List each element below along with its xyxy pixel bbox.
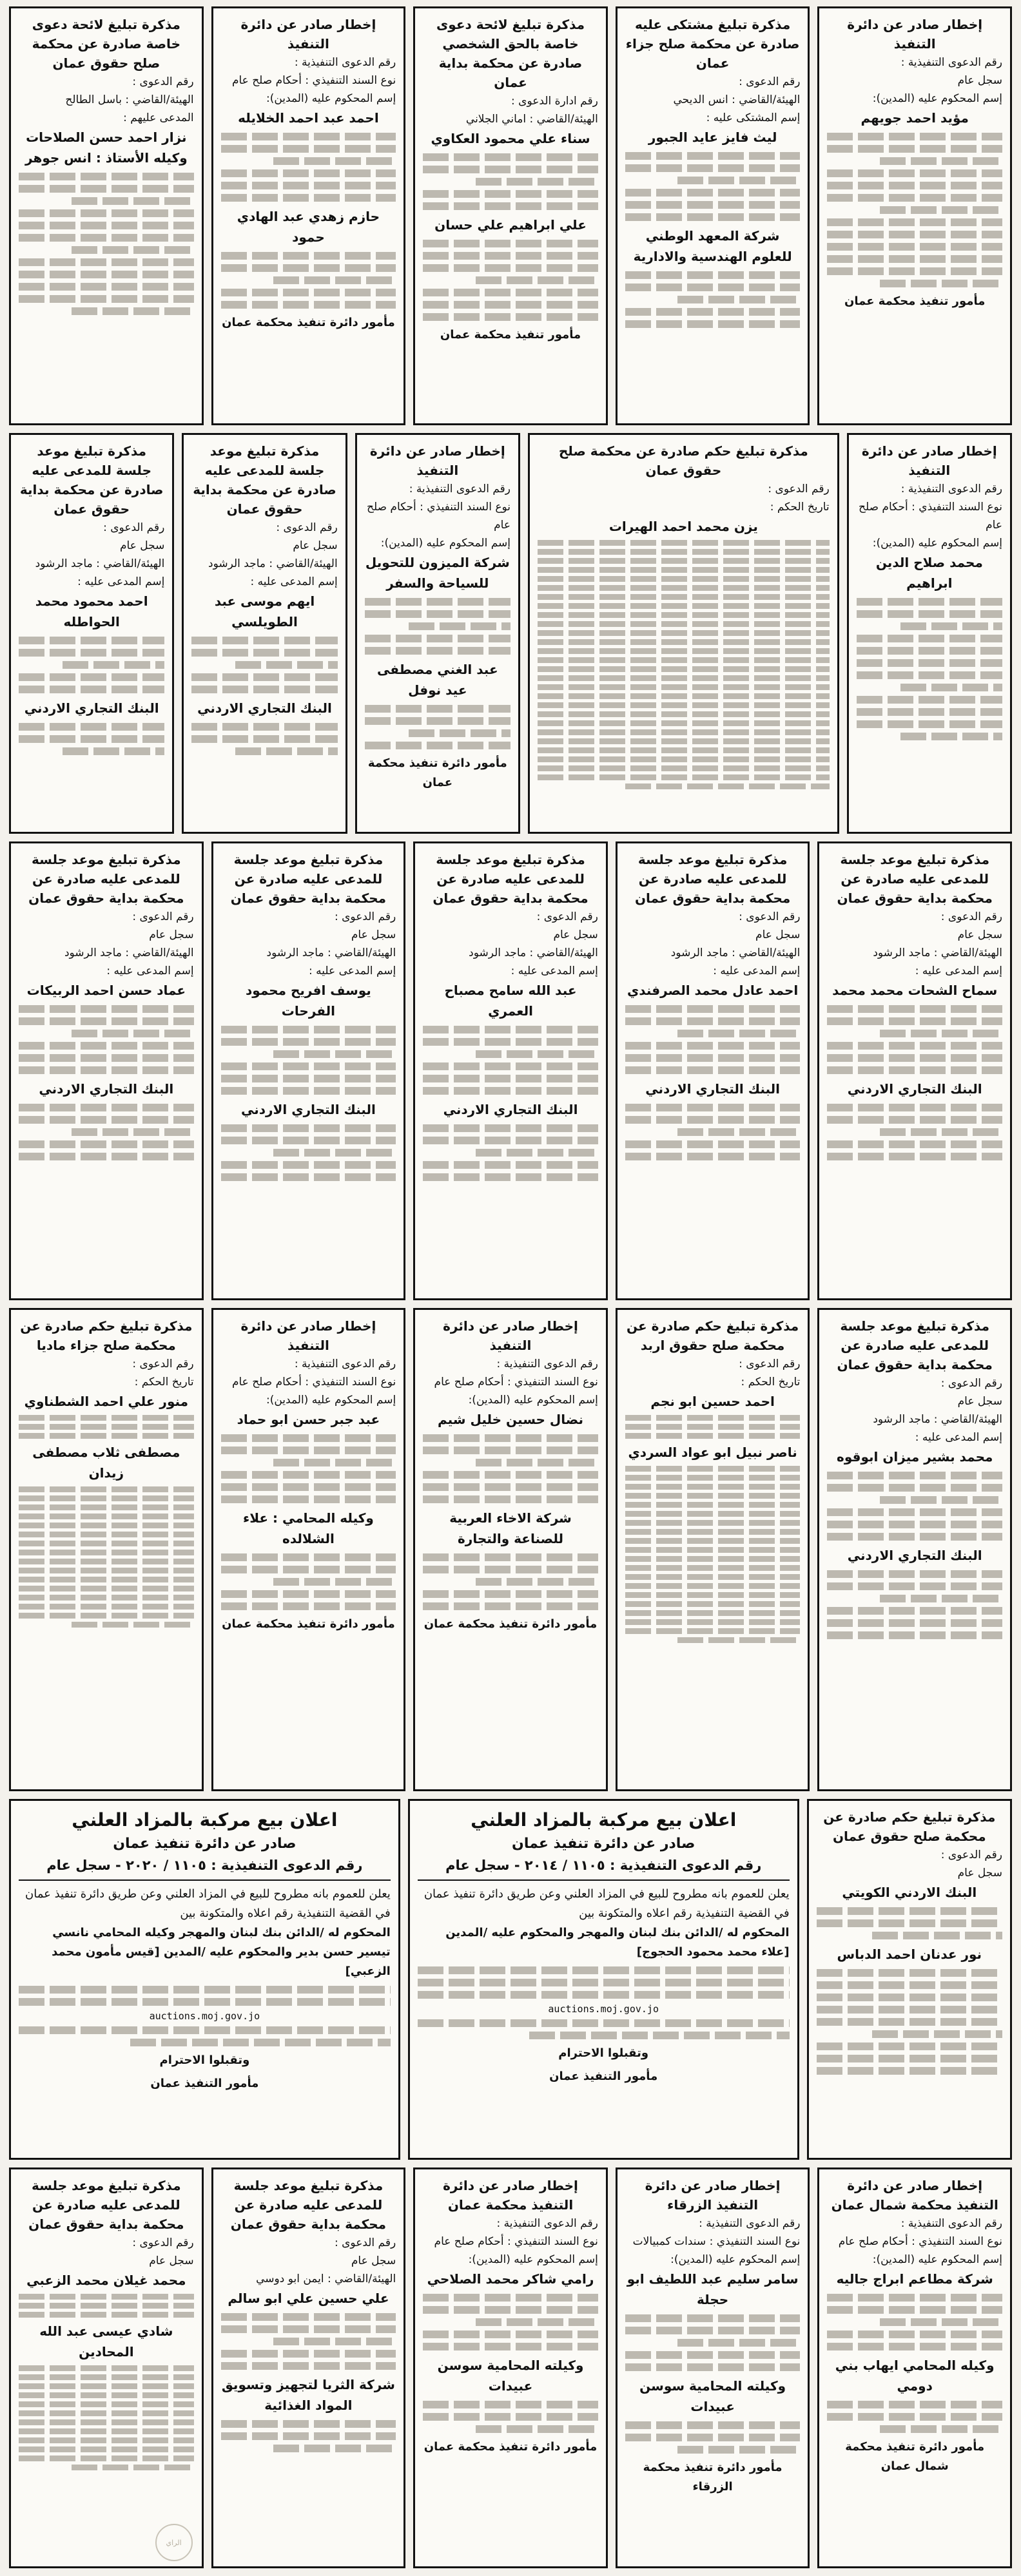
notice-card	[817, 2167, 1012, 2568]
notice-party-name: منور علي احمد الشطناوي	[24, 1394, 189, 1409]
notice-heading: مذكرة تبليغ موعد جلسة للمدعى عليه صادرة عن محكمة بداية حقوق عمان	[230, 2178, 387, 2232]
ad-body: يعلن للعموم بانه مطروح للبيع في المزاد العلني وعن طريق دائرة تنفيذ عمان في القضية التنفيذية رقم اعلاه والمتكونة بين	[423, 1887, 790, 1920]
notice-party-name: محمد بشير ميزان ابوقوه	[837, 1449, 993, 1465]
notice-line: الهيئة/القاضي : ماجد الرشود	[873, 947, 1002, 959]
notice-line: تاريخ الحكم :	[770, 501, 830, 514]
notice-heading: مذكرة تبليغ موعد جلسة للمدعى عليه صادرة عن محكمة بداية حقوق عمان	[193, 443, 336, 517]
notice-card	[528, 433, 839, 834]
notice-heading: مذكرة تبليغ موعد جلسة للمدعى عليه صادرة عن محكمة بداية حقوق عمان	[634, 852, 791, 906]
notice-heading: إخطار صادر عن دائرة التنفيذ	[240, 1318, 376, 1353]
notice-card	[616, 2167, 810, 2568]
notice-line: الهيئة/القاضي : ماجد الرشود	[64, 947, 194, 959]
notice-signature: مأمور دائرة تنفيذ محكمة عمان	[367, 756, 507, 789]
notice-party-name: البنك التجاري الاردني	[847, 1548, 982, 1563]
notice-line: نوع السند التنفيذي : سندات كمبيالات	[632, 2235, 801, 2248]
notice-party-name: عماد حسن احمد الربيكات	[26, 983, 186, 998]
notice-heading: إخطار صادر عن دائرة التنفيذ محكمة عمان	[443, 2178, 578, 2213]
notice-party-name: شركة الميزون للتحويل للسياحة والسفر	[365, 555, 510, 591]
ad-auction-url[interactable]: auctions.moj.gov.jo	[548, 2003, 659, 2015]
ads-row	[9, 1799, 1012, 2160]
notice-line: إسم المحكوم عليه (المدين):	[468, 1394, 598, 1407]
ad-subtitle: صادر عن دائرة تنفيذ عمان	[512, 1836, 695, 1852]
notice-heading: مذكرة تبليغ لائحة دعوى خاصة بالحق الشخصي صادرة عن محكمة بداية عمان	[436, 17, 585, 90]
notice-party-name: محمد صلاح الدين ابراهيم	[875, 555, 983, 591]
notice-signature: مأمور دائرة تنفيذ محكمة عمان	[222, 1617, 395, 1631]
notice-line: الهيئة/القاضي : ايمن ابو دوسي	[256, 2273, 396, 2285]
notice-party-name: البنك التجاري الاردني	[443, 1102, 578, 1117]
notice-line: رقم الدعوى التنفيذية :	[900, 56, 1002, 69]
notice-row-2	[9, 433, 1012, 834]
notice-heading: مذكرة تبليغ موعد جلسة للمدعى عليه صادرة عن محكمة بداية حقوق عمان	[28, 2178, 184, 2232]
notice-line: سجل عام	[957, 928, 1002, 941]
notice-party-name: وكيله المحامي ايهاب بني دومي	[835, 2358, 995, 2394]
notice-line: الهيئة/القاضي : ماجد الرشود	[670, 947, 801, 959]
notice-line: إسم المدعى عليه :	[713, 965, 801, 977]
notice-party-name: رامي شاكر محمد الصلاحي	[427, 2271, 594, 2287]
notice-card	[817, 1308, 1012, 1791]
notice-signature: مأمور دائرة تنفيذ محكمة عمان	[222, 316, 395, 329]
notice-party-name: ايهم موسى عبد الطويلسي	[214, 593, 315, 630]
notice-line: نوع السند التنفيذي : أحكام صلح عام	[838, 2235, 1002, 2248]
notice-card	[817, 841, 1012, 1300]
notice-party-name: يوسف افريح محمود الفرحات	[246, 983, 371, 1019]
notice-line: رقم الدعوى :	[536, 910, 598, 923]
notice-line: الهيئة/القاضي : ماجد الرشود	[35, 557, 165, 570]
notice-party-name: البنك التجاري الاردني	[197, 700, 332, 716]
notice-line: رقم الدعوى :	[940, 910, 1002, 923]
notice-line: سجل عام	[351, 2254, 396, 2267]
ad-body: يعلن للعموم بانه مطروح للبيع في المزاد العلني وعن طريق دائرة تنفيذ عمان في القضية التنفيذية رقم اعلاه والمتكونة بين	[25, 1887, 391, 1920]
notice-card	[413, 2167, 608, 2568]
ad-closing: وتقبلوا الاحترام	[159, 2053, 250, 2067]
notice-card	[9, 6, 204, 425]
notice-line: الهيئة/القاضي : اماني الجلاني	[465, 113, 598, 126]
notice-heading: مذكرة تبليغ موعد جلسة للمدعى عليه صادرة عن محكمة بداية حقوق عمان	[837, 852, 993, 906]
notice-card	[616, 1308, 810, 1791]
notice-line: إسم المحكوم عليه (المدين):	[872, 92, 1002, 105]
notice-party-name: البنك التجاري الاردني	[24, 700, 159, 716]
ad-parties: المحكوم له /الدائن بنك لبنان والمهجر والمحكوم عليه /المدين [علاء محمد محمود الحجوج]	[445, 1926, 790, 1959]
notice-line: رقم الدعوى :	[739, 1358, 801, 1370]
notice-party-name: شادي عيسى عبد الله المحادين	[39, 2323, 173, 2360]
notice-line: سجل عام	[957, 74, 1002, 87]
notice-signature: مأمور تنفيذ محكمة عمان	[440, 328, 581, 341]
notice-line: سجل عام	[119, 539, 165, 552]
notice-card	[413, 1308, 608, 1791]
notice-card	[355, 433, 520, 834]
notice-line: سجل عام	[755, 928, 801, 941]
notice-heading: مذكرة تبليغ موعد جلسة للمدعى عليه صادرة عن محكمة بداية حقوق عمان	[19, 443, 164, 517]
notice-line: الهيئة/القاضي : ماجد الرشود	[266, 947, 396, 959]
notice-party-name: نزار احمد حسن الصلاحات	[26, 130, 187, 145]
notice-line: تاريخ الحكم :	[741, 1376, 801, 1389]
notice-heading: مذكرة تبليغ موعد جلسة للمدعى عليه صادرة عن محكمة بداية حقوق عمان	[433, 852, 588, 906]
notice-line: إسم المدعى عليه :	[106, 965, 194, 977]
notice-line: إسم المحكوم عليه (المدين):	[468, 2253, 598, 2266]
notice-line: سجل عام	[957, 1395, 1002, 1408]
notice-party-name: البنك التجاري الاردني	[39, 1081, 174, 1097]
notice-card	[182, 433, 347, 834]
notice-line: رقم الدعوى :	[940, 1849, 1002, 1861]
notice-party-name: مصطفى ثلاب مصطفى زيدان	[32, 1445, 180, 1481]
notice-party-name: احمد حسين ابو نجم	[650, 1394, 775, 1409]
ad-parties: المحكوم له /الدائن بنك لبنان والمهجر وكيله المحامي نانسي تيسير حسن بدير والمحكوم عليه /المدين [قيس مأمون محمد الزعبي]	[52, 1926, 391, 1978]
notice-signature: مأمور دائرة تنفيذ محكمة عمان	[423, 2440, 598, 2454]
notice-party-name: سامر سليم عبد اللطيف ابو حجلة	[627, 2271, 799, 2307]
notice-card	[211, 6, 406, 425]
notice-heading: مذكرة تبليغ موعد جلسة للمدعى عليه صادرة عن محكمة بداية حقوق عمان	[28, 852, 184, 906]
notice-card	[211, 1308, 406, 1791]
notice-card	[211, 2167, 406, 2568]
notice-heading: مذكرة تبليغ حكم صادرة عن محكمة صلح حقوق عمان	[558, 443, 808, 478]
notice-line: رقم الدعوى :	[103, 521, 165, 534]
notice-signature: مأمور دائرة تنفيذ محكمة شمال عمان	[845, 2440, 985, 2473]
notice-line: الهيئة/القاضي : ماجد الرشود	[469, 947, 598, 959]
notice-party-name: وكيلته المحامية سوسن عبيدات	[437, 2358, 584, 2394]
notice-heading: إخطار صادر عن دائرة التنفيذ الزرقاء	[645, 2178, 781, 2213]
notice-line: الهيئة/القاضي : انس الديحي	[673, 93, 801, 106]
notice-heading: مذكرة تبليغ مشتكى عليه صادرة عن محكمة صلح جزاء عمان	[625, 17, 800, 71]
notice-party-name: البنك الاردني الكويتي	[842, 1885, 977, 1900]
notice-line: رقم الدعوى :	[132, 910, 194, 923]
notice-line: إسم المحكوم عليه (المدين):	[872, 537, 1002, 550]
notice-line: الهيئة/القاضي : ماجد الرشود	[208, 557, 338, 570]
notice-row-1	[9, 6, 1012, 425]
notice-line: رقم الدعوى :	[132, 75, 194, 88]
notice-card	[616, 841, 810, 1300]
notice-line: رقم الدعوى :	[940, 1377, 1002, 1390]
notice-heading: مذكرة تبليغ موعد جلسة للمدعى عليه صادرة عن محكمة بداية حقوق عمان	[230, 852, 387, 906]
notice-party-name: احمد عبد احمد الخلايله	[238, 110, 379, 126]
notice-card	[847, 433, 1012, 834]
ad-title: اعلان بيع مركبة بالمزاد العلني	[471, 1809, 737, 1831]
notice-party-name: وكيلته المحامية سوسن عبيدات	[639, 2378, 786, 2414]
ad-case-number: رقم الدعوى التنفيذية : ١١٠٥ / ٢٠١٤ - سجل عام	[418, 1855, 790, 1881]
notice-line: إسم المحكوم عليه (المدين):	[670, 2253, 801, 2266]
notice-heading: مذكرة تبليغ حكم صادرة عن محكمة صلح حقوق عمان	[823, 1809, 996, 1844]
notice-line: رقم الدعوى :	[132, 1358, 194, 1370]
notice-line: رقم الدعوى :	[768, 483, 830, 495]
ad-subtitle: صادر عن دائرة تنفيذ عمان	[113, 1836, 297, 1852]
notice-signature: مأمور دائرة تنفيذ محكمة عمان	[423, 1617, 598, 1631]
notice-party-name: يزن محمد احمد الهيرات	[608, 519, 758, 534]
notice-line: تاريخ الحكم :	[134, 1376, 194, 1389]
notice-party-name: نور عدنان احمد الدباس	[837, 1946, 982, 1962]
ad-case-number: رقم الدعوى التنفيذية : ١١٠٥ / ٢٠٢٠ - سجل عام	[19, 1855, 391, 1881]
notice-party-name: علي حسين علي ابو سالم	[228, 2291, 389, 2306]
notice-line: الهيئة/القاضي : ماجد الرشود	[873, 1413, 1002, 1426]
notice-party-name: البنك التجاري الاردني	[847, 1081, 982, 1097]
notice-line: المدعى عليهم :	[123, 111, 194, 124]
notice-party-name: وكيله المحامي : علاء الشلالده	[243, 1510, 374, 1546]
notice-card	[9, 433, 174, 834]
notice-line: إسم المشتكى عليه :	[706, 111, 801, 124]
notice-party-name: سناء علي محمود العكاوي	[431, 131, 590, 146]
notice-party-name: شركة الاخاء العربية للصناعة والتجارة	[449, 1510, 572, 1546]
notice-line: سجل عام	[149, 2254, 194, 2267]
notice-line: سجل عام	[293, 539, 338, 552]
notice-heading: مذكرة تبليغ حكم صادرة عن محكمة صلح جزاء ماديا	[20, 1318, 193, 1353]
notice-line: إسم المدعى عليه :	[309, 965, 396, 977]
notice-party-name: نضال حسين خليل شيم	[438, 1412, 584, 1427]
notice-party-name: محمد غيلان محمد الزعبي	[26, 2273, 186, 2288]
notice-line: رقم الدعوى :	[739, 910, 801, 923]
notice-line: رقم الدعوى :	[739, 75, 801, 88]
notice-heading: إخطار صادر عن دائرة التنفيذ	[861, 443, 997, 478]
notice-line: سجل عام	[957, 1867, 1002, 1879]
notice-party-name: عبد الله سامح مصباح العمري	[444, 983, 577, 1019]
notice-heading: إخطار صادر عن دائرة التنفيذ	[847, 17, 983, 52]
notice-line: رقم الدعوى :	[334, 910, 396, 923]
notice-line: نوع السند التنفيذي : أحكام صلح عام	[858, 501, 1002, 532]
notice-party-name: احمد محمود محمد الحواطله	[35, 593, 148, 630]
notice-line: رقم الدعوى :	[132, 2236, 194, 2249]
notice-line: إسم المحكوم عليه (المدين):	[872, 2253, 1002, 2266]
notice-heading: إخطار صادر عن دائرة التنفيذ	[443, 1318, 578, 1353]
notice-row-4	[9, 1308, 1012, 1791]
notice-line: نوع السند التنفيذي : أحكام صلح عام	[434, 1376, 598, 1389]
notice-line: رقم ادارة الدعوى :	[511, 95, 598, 108]
notice-card	[9, 841, 204, 1300]
notice-line: رقم الدعوى التنفيذية :	[409, 483, 510, 495]
notice-line: رقم الدعوى :	[334, 2236, 396, 2249]
notice-party-name: عبد جبر حسن ابو حماد	[237, 1412, 380, 1427]
notice-party-name: وكيله الأستاذ : انس جوهر	[25, 150, 188, 166]
notice-heading: إخطار صادر عن دائرة التنفيذ محكمة شمال عمان	[831, 2178, 998, 2213]
notice-line: إسم المدعى عليه :	[250, 575, 338, 588]
notice-line: الهيئة/القاضي : باسل الطالح	[65, 93, 194, 106]
notice-party-name: مؤيد احمد جويهم	[861, 110, 969, 126]
notice-line: إسم المحكوم عليه (المدين):	[266, 92, 396, 105]
notice-line: إسم المدعى عليه :	[915, 965, 1002, 977]
notice-card	[413, 6, 608, 425]
notice-line: سجل عام	[149, 928, 194, 941]
notice-party-name: شركة المعهد الوطني للعلوم الهندسية والادارية	[633, 228, 792, 264]
notice-line: سجل عام	[553, 928, 598, 941]
notice-line: نوع السند التنفيذي : أحكام صلح عام	[366, 501, 510, 532]
notice-line: نوع السند التنفيذي : أحكام صلح عام	[231, 74, 396, 87]
notice-line: نوع السند التنفيذي : أحكام صلح عام	[434, 2235, 598, 2248]
notice-signature: مأمور تنفيذ محكمة عمان	[844, 294, 986, 308]
notice-line: سجل عام	[351, 928, 396, 941]
notice-card	[9, 1308, 204, 1791]
notice-party-name: احمد عادل محمد الصرفندي	[627, 983, 799, 998]
notice-line: رقم الدعوى التنفيذية :	[900, 483, 1002, 495]
notice-line: إسم المدعى عليه :	[915, 1431, 1002, 1444]
notice-heading: مذكرة تبليغ موعد جلسة للمدعى عليه صادرة عن محكمة بداية حقوق عمان	[837, 1318, 993, 1372]
notice-party-name: علي ابراهيم علي حسان	[434, 217, 587, 233]
notice-card	[9, 2167, 204, 2568]
notice-line: إسم المدعى عليه :	[77, 575, 165, 588]
notice-line: رقم الدعوى التنفيذية :	[294, 56, 396, 69]
notice-line: رقم الدعوى التنفيذية :	[699, 2217, 801, 2230]
notice-line: رقم الدعوى التنفيذية :	[496, 1358, 598, 1370]
notice-line: إسم المحكوم عليه (المدين):	[266, 1394, 396, 1407]
auction-ad	[408, 1799, 799, 2160]
notice-heading: مذكرة تبليغ حكم صادرة عن محكمة صلح حقوق اربد	[627, 1318, 799, 1353]
notice-party-name: ليث فايز عايد الجبور	[648, 130, 777, 145]
notice-heading: إخطار صادر عن دائرة التنفيذ	[369, 443, 505, 478]
notice-party-name: البنك التجاري الاردني	[241, 1102, 376, 1117]
notice-card	[817, 6, 1012, 425]
notice-party-name: البنك التجاري الاردني	[645, 1081, 781, 1097]
notice-line: رقم الدعوى التنفيذية :	[496, 2217, 598, 2230]
notice-line: رقم الدعوى التنفيذية :	[900, 2217, 1002, 2230]
notice-card	[211, 841, 406, 1300]
notice-line: رقم الدعوى :	[276, 521, 338, 534]
notice-party-name: عبد الغني مصطفى عيد نوفل	[377, 662, 498, 698]
notice-card	[807, 1799, 1012, 2160]
notice-party-name: شركة الثريا لتجهيز وتسويق المواد الغذائية	[221, 2377, 395, 2413]
notice-line: إسم المحكوم عليه (المدين):	[380, 537, 510, 550]
notice-party-name: ناصر نبيل ابو عواد السردي	[628, 1445, 797, 1460]
ad-title: اعلان بيع مركبة بالمزاد العلني	[72, 1809, 338, 1831]
notice-party-name: سماح الشحات محمد محمد	[832, 983, 998, 998]
ad-signature: مأمور التنفيذ عمان	[549, 2070, 658, 2083]
notice-card	[413, 841, 608, 1300]
notice-card	[616, 6, 810, 425]
notice-heading: مذكرة تبليغ لائحة دعوى خاصة صادرة عن محكمة صلح حقوق عمان	[32, 17, 180, 71]
notice-row-3	[9, 841, 1012, 1300]
notice-heading: إخطار صادر عن دائرة التنفيذ	[240, 17, 376, 52]
notice-line: إسم المدعى عليه :	[510, 965, 598, 977]
notice-party-name: شركة مطاعم ابراج جاليه	[836, 2271, 993, 2287]
auction-ad	[9, 1799, 400, 2160]
notice-line: نوع السند التنفيذي : أحكام صلح عام	[231, 1376, 396, 1389]
notice-line: رقم الدعوى التنفيذية :	[294, 1358, 396, 1370]
ad-signature: مأمور التنفيذ عمان	[150, 2077, 259, 2090]
ad-closing: وتقبلوا الاحترام	[558, 2046, 649, 2060]
watermark-logo: الراي	[155, 2524, 193, 2561]
ad-auction-url[interactable]: auctions.moj.gov.jo	[149, 2010, 260, 2022]
notice-row-6	[9, 2167, 1012, 2568]
notice-party-name: حازم زهدي عبد الهادي حمود	[237, 209, 380, 245]
notice-signature: مأمور دائرة تنفيذ محكمة الزرقاء	[643, 2461, 783, 2494]
